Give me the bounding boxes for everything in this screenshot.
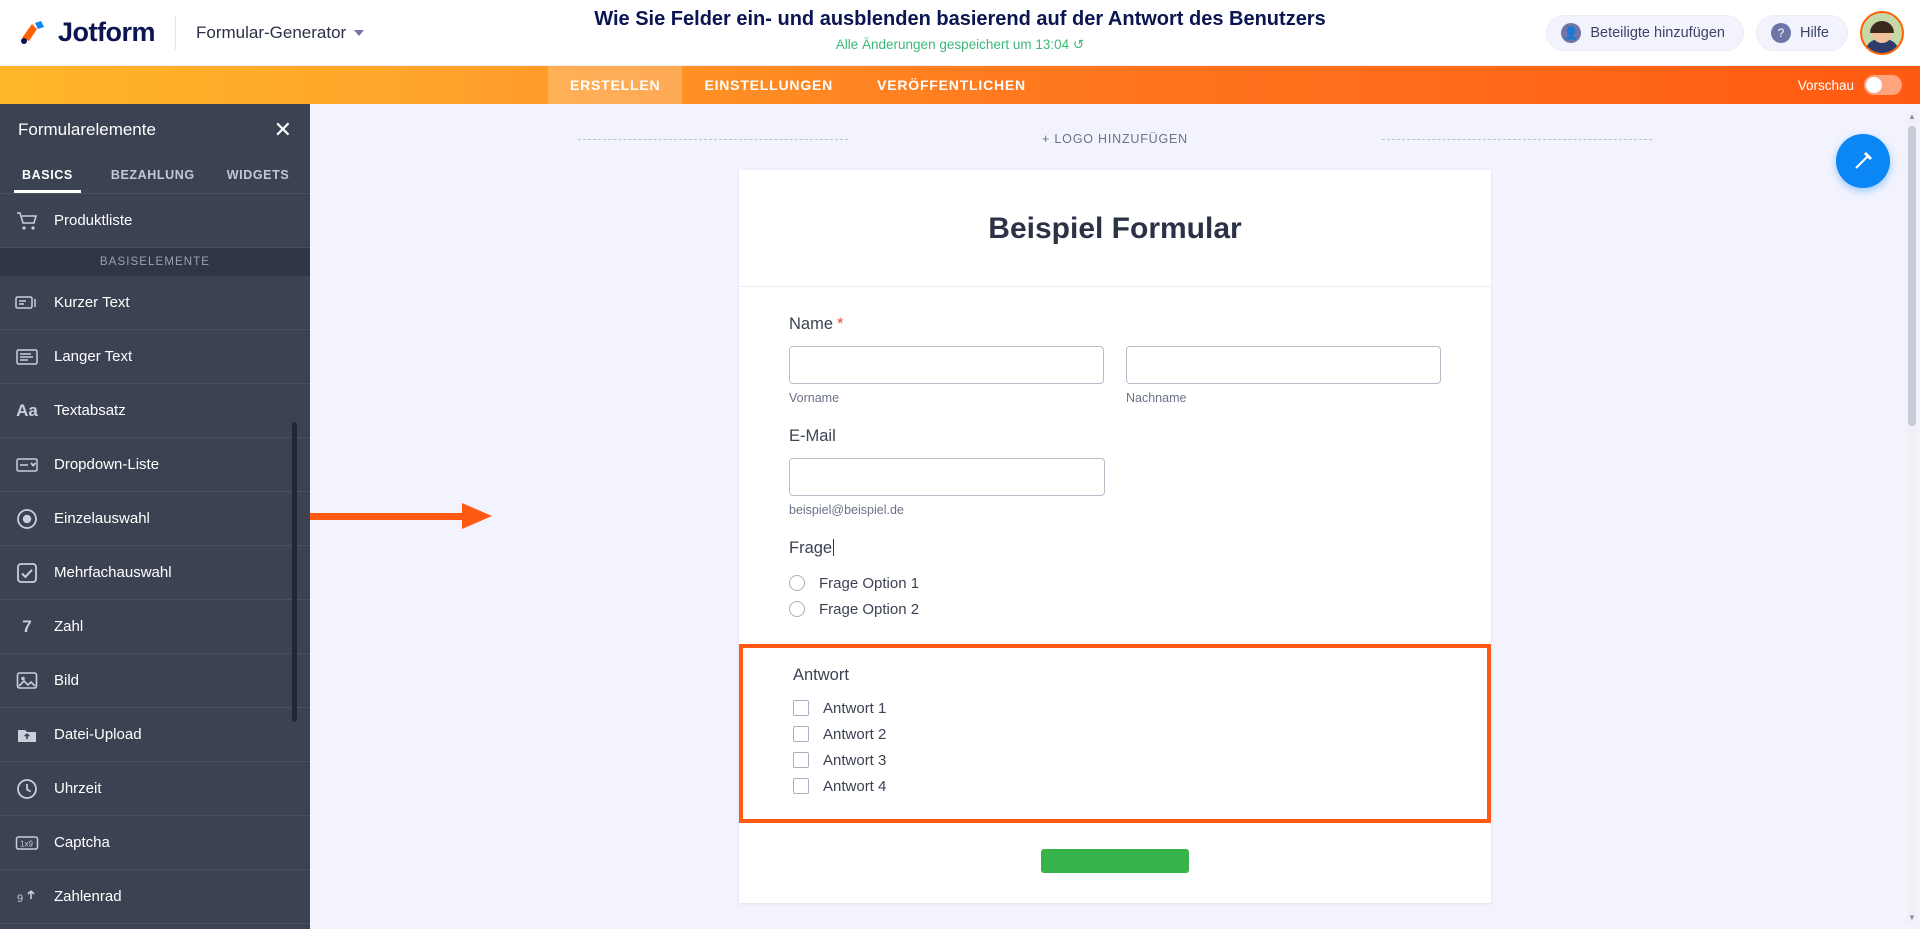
sidebar-item-langer-text[interactable] xyxy=(0,330,310,384)
long-text-icon xyxy=(0,348,54,366)
sidebar-tab-widgets[interactable] xyxy=(211,156,306,193)
sidebar-item-label: Mehrfachauswahl xyxy=(54,564,172,581)
radio-button-icon xyxy=(0,508,54,530)
sidebar-item-uhrzeit[interactable] xyxy=(0,762,310,816)
magic-wand-icon[interactable] xyxy=(1836,134,1890,188)
sidebar-tab-bezahlung[interactable] xyxy=(95,156,211,193)
last-name-input[interactable] xyxy=(1126,346,1441,384)
sidebar-item-einzelauswahl[interactable] xyxy=(0,492,310,546)
svg-text:1x9: 1x9 xyxy=(20,839,33,848)
sidebar-item-label: Langer Text xyxy=(54,348,133,365)
sidebar-item-label: Zahlenrad xyxy=(54,888,122,905)
clock-icon xyxy=(0,778,54,800)
sidebar-item-bild[interactable] xyxy=(0,654,310,708)
name-inputs-row xyxy=(789,346,1441,405)
avatar[interactable] xyxy=(1860,11,1904,55)
sidebar-scrollbar[interactable] xyxy=(292,422,297,722)
arrow-head xyxy=(462,503,492,529)
form-generator-dropdown[interactable] xyxy=(196,23,364,43)
file-upload-icon xyxy=(0,725,54,745)
close-icon[interactable]: ✕ xyxy=(273,117,292,142)
help-label: Hilfe xyxy=(1799,24,1829,41)
preview-toggle[interactable] xyxy=(1864,75,1902,95)
brand-name: Jotform xyxy=(58,17,155,47)
sidebar-item-label: Textabsatz xyxy=(54,402,126,419)
checkbox-option-row[interactable] xyxy=(793,773,1437,799)
captcha-icon xyxy=(0,834,54,852)
sidebar-tab-basics-label: BASICS xyxy=(22,167,73,182)
radio-button-icon[interactable] xyxy=(789,601,805,617)
sidebar-tab-basics[interactable] xyxy=(0,156,95,193)
preview-control xyxy=(1798,66,1920,104)
brand-logo[interactable] xyxy=(0,17,155,48)
svg-text:9: 9 xyxy=(17,892,24,905)
radio-option-label: Frage Option 1 xyxy=(819,574,920,592)
sidebar-title: Formularelemente xyxy=(18,120,156,139)
image-icon xyxy=(0,671,54,691)
text-cursor xyxy=(833,539,834,556)
divider-right xyxy=(1382,139,1652,140)
sidebar-item-label: Captcha xyxy=(54,834,110,851)
number-seven-icon: 7 xyxy=(22,616,32,636)
add-logo-label: + LOGO HINZUFÜGEN xyxy=(1042,132,1188,146)
email-field[interactable] xyxy=(789,458,1105,496)
sidebar-item-label: Datei-Upload xyxy=(54,726,142,743)
checkbox-icon[interactable] xyxy=(793,752,809,768)
last-name-col xyxy=(1126,346,1441,405)
radio-button-icon[interactable] xyxy=(789,575,805,591)
checkbox-icon[interactable] xyxy=(793,726,809,742)
preview-label: Vorschau xyxy=(1797,77,1854,93)
sidebar-item-label: Zahl xyxy=(54,618,84,635)
field-name xyxy=(789,315,1441,405)
sidebar-tab-widgets-label: WIDGETS xyxy=(226,167,290,182)
sidebar-tab-list xyxy=(0,156,310,194)
form-preview-card xyxy=(739,170,1491,903)
first-name-col xyxy=(789,346,1104,405)
field-frage-label-text: Frage xyxy=(789,539,833,557)
checkbox-option-row[interactable] xyxy=(793,721,1437,747)
header-actions xyxy=(1546,11,1920,55)
email-sublabel: beispiel@beispiel.de xyxy=(789,503,904,517)
arrow-shaft xyxy=(310,513,465,520)
dropdown-icon xyxy=(0,456,54,474)
scrollbar-thumb[interactable] xyxy=(1908,126,1916,426)
checkbox-option-label: Antwort 4 xyxy=(823,777,887,795)
first-name-input[interactable] xyxy=(789,346,1104,384)
sidebar-header xyxy=(0,104,310,156)
required-marker: * xyxy=(837,315,844,333)
checkbox-option-label: Antwort 1 xyxy=(823,699,887,717)
short-text-icon xyxy=(0,294,54,312)
tab-veroeffentlichen-label: VERÖFFENTLICHEN xyxy=(877,77,1026,93)
sidebar-item-label: Bild xyxy=(54,672,80,689)
tab-einstellungen-label: EINSTELLUNGEN xyxy=(704,77,834,93)
field-email xyxy=(789,427,1441,517)
last-name-sublabel: Nachname xyxy=(1126,391,1187,405)
checkbox-icon[interactable] xyxy=(793,778,809,794)
page-scrollbar[interactable] xyxy=(1907,112,1917,923)
sidebar-item-mehrfachauswahl[interactable] xyxy=(0,546,310,600)
radio-option-row[interactable] xyxy=(789,570,1441,596)
sidebar-section-basiselemente xyxy=(0,248,310,276)
question-mark-icon: ? xyxy=(1771,23,1791,43)
field-name-label xyxy=(789,315,1441,334)
checkbox-option-row[interactable] xyxy=(793,695,1437,721)
page-title: Wie Sie Felder ein- und ausblenden basierend auf der Antwort des Benutzers xyxy=(594,8,1326,30)
add-collaborators-button[interactable] xyxy=(1546,15,1744,51)
sidebar-item-produktliste-label: Produktliste xyxy=(54,212,133,229)
tab-einstellungen[interactable] xyxy=(682,66,855,104)
checkbox-icon[interactable] xyxy=(793,700,809,716)
save-status: Alle Änderungen gespeichert um 13:04 ↺ xyxy=(835,37,1085,52)
submit-row xyxy=(789,823,1441,903)
add-logo-row[interactable] xyxy=(310,130,1920,148)
field-name-label-text: Name xyxy=(789,315,834,333)
scroll-down-arrow-icon[interactable]: ▼ xyxy=(1908,913,1916,922)
jotform-logo-icon xyxy=(18,18,48,48)
radio-option-row[interactable] xyxy=(789,596,1441,622)
checkbox-option-row[interactable] xyxy=(793,747,1437,773)
form-elements-sidebar xyxy=(0,104,310,929)
email-col xyxy=(789,458,1105,517)
shopping-cart-icon xyxy=(0,211,54,231)
header-divider xyxy=(175,16,176,50)
annotation-arrow xyxy=(310,503,493,529)
sidebar-item-zahl[interactable] xyxy=(0,600,310,654)
sidebar-item-dropdown-liste[interactable] xyxy=(0,438,310,492)
field-antwort-highlighted[interactable] xyxy=(739,644,1491,823)
radio-option-label: Frage Option 2 xyxy=(819,600,920,618)
sidebar-item-textabsatz[interactable] xyxy=(0,384,310,438)
form-heading[interactable]: Beispiel Formular xyxy=(739,170,1491,287)
spinner-icon xyxy=(0,887,54,907)
nav-tab-list xyxy=(548,66,1048,104)
sidebar-item-label: Dropdown-Liste xyxy=(54,456,160,473)
field-antwort-label: Antwort xyxy=(793,666,849,684)
sidebar-item-kurzer-text[interactable] xyxy=(0,276,310,330)
chevron-down-icon xyxy=(354,30,364,36)
scroll-up-arrow-icon[interactable]: ▲ xyxy=(1908,112,1916,121)
field-frage xyxy=(789,539,1441,622)
preview-toggle-knob xyxy=(1866,77,1882,93)
sidebar-tab-bezahlung-label: BEZAHLUNG xyxy=(110,167,195,182)
checkbox-icon xyxy=(0,562,54,584)
sidebar-item-datei-upload[interactable] xyxy=(0,708,310,762)
sidebar-item-label: Kurzer Text xyxy=(54,294,130,311)
person-icon: 👤 xyxy=(1561,23,1581,43)
field-email-label: E-Mail xyxy=(789,427,836,445)
sidebar-item-label: Einzelauswahl xyxy=(54,510,150,527)
paragraph-Aa-icon: Aa xyxy=(16,400,38,420)
sidebar-item-produktliste[interactable] xyxy=(0,194,310,248)
sidebar-item-label: Uhrzeit xyxy=(54,780,102,797)
add-collaborators-label: Beteiligte hinzufügen xyxy=(1590,24,1725,41)
sidebar-item-zahlenrad[interactable] xyxy=(0,870,310,924)
sidebar-section-label: BASISELEMENTE xyxy=(99,256,211,268)
checkbox-option-label: Antwort 2 xyxy=(823,725,887,743)
avatar-hair xyxy=(1870,21,1894,33)
main-nav xyxy=(0,66,1920,104)
tab-erstellen[interactable] xyxy=(548,66,682,104)
submit-button[interactable] xyxy=(1041,849,1189,873)
field-frage-label[interactable] xyxy=(789,539,1441,558)
form-fields xyxy=(739,287,1491,903)
checkbox-option-label: Antwort 3 xyxy=(823,751,887,769)
first-name-sublabel: Vorname xyxy=(789,391,840,405)
divider-left xyxy=(578,139,848,140)
tab-veroeffentlichen[interactable] xyxy=(855,66,1048,104)
top-bar xyxy=(0,0,1920,66)
form-generator-label: Formular-Generator xyxy=(196,22,347,42)
sidebar-item-captcha[interactable] xyxy=(0,816,310,870)
form-canvas xyxy=(310,104,1920,929)
help-button[interactable] xyxy=(1756,15,1848,51)
tab-erstellen-label: ERSTELLEN xyxy=(570,77,661,93)
